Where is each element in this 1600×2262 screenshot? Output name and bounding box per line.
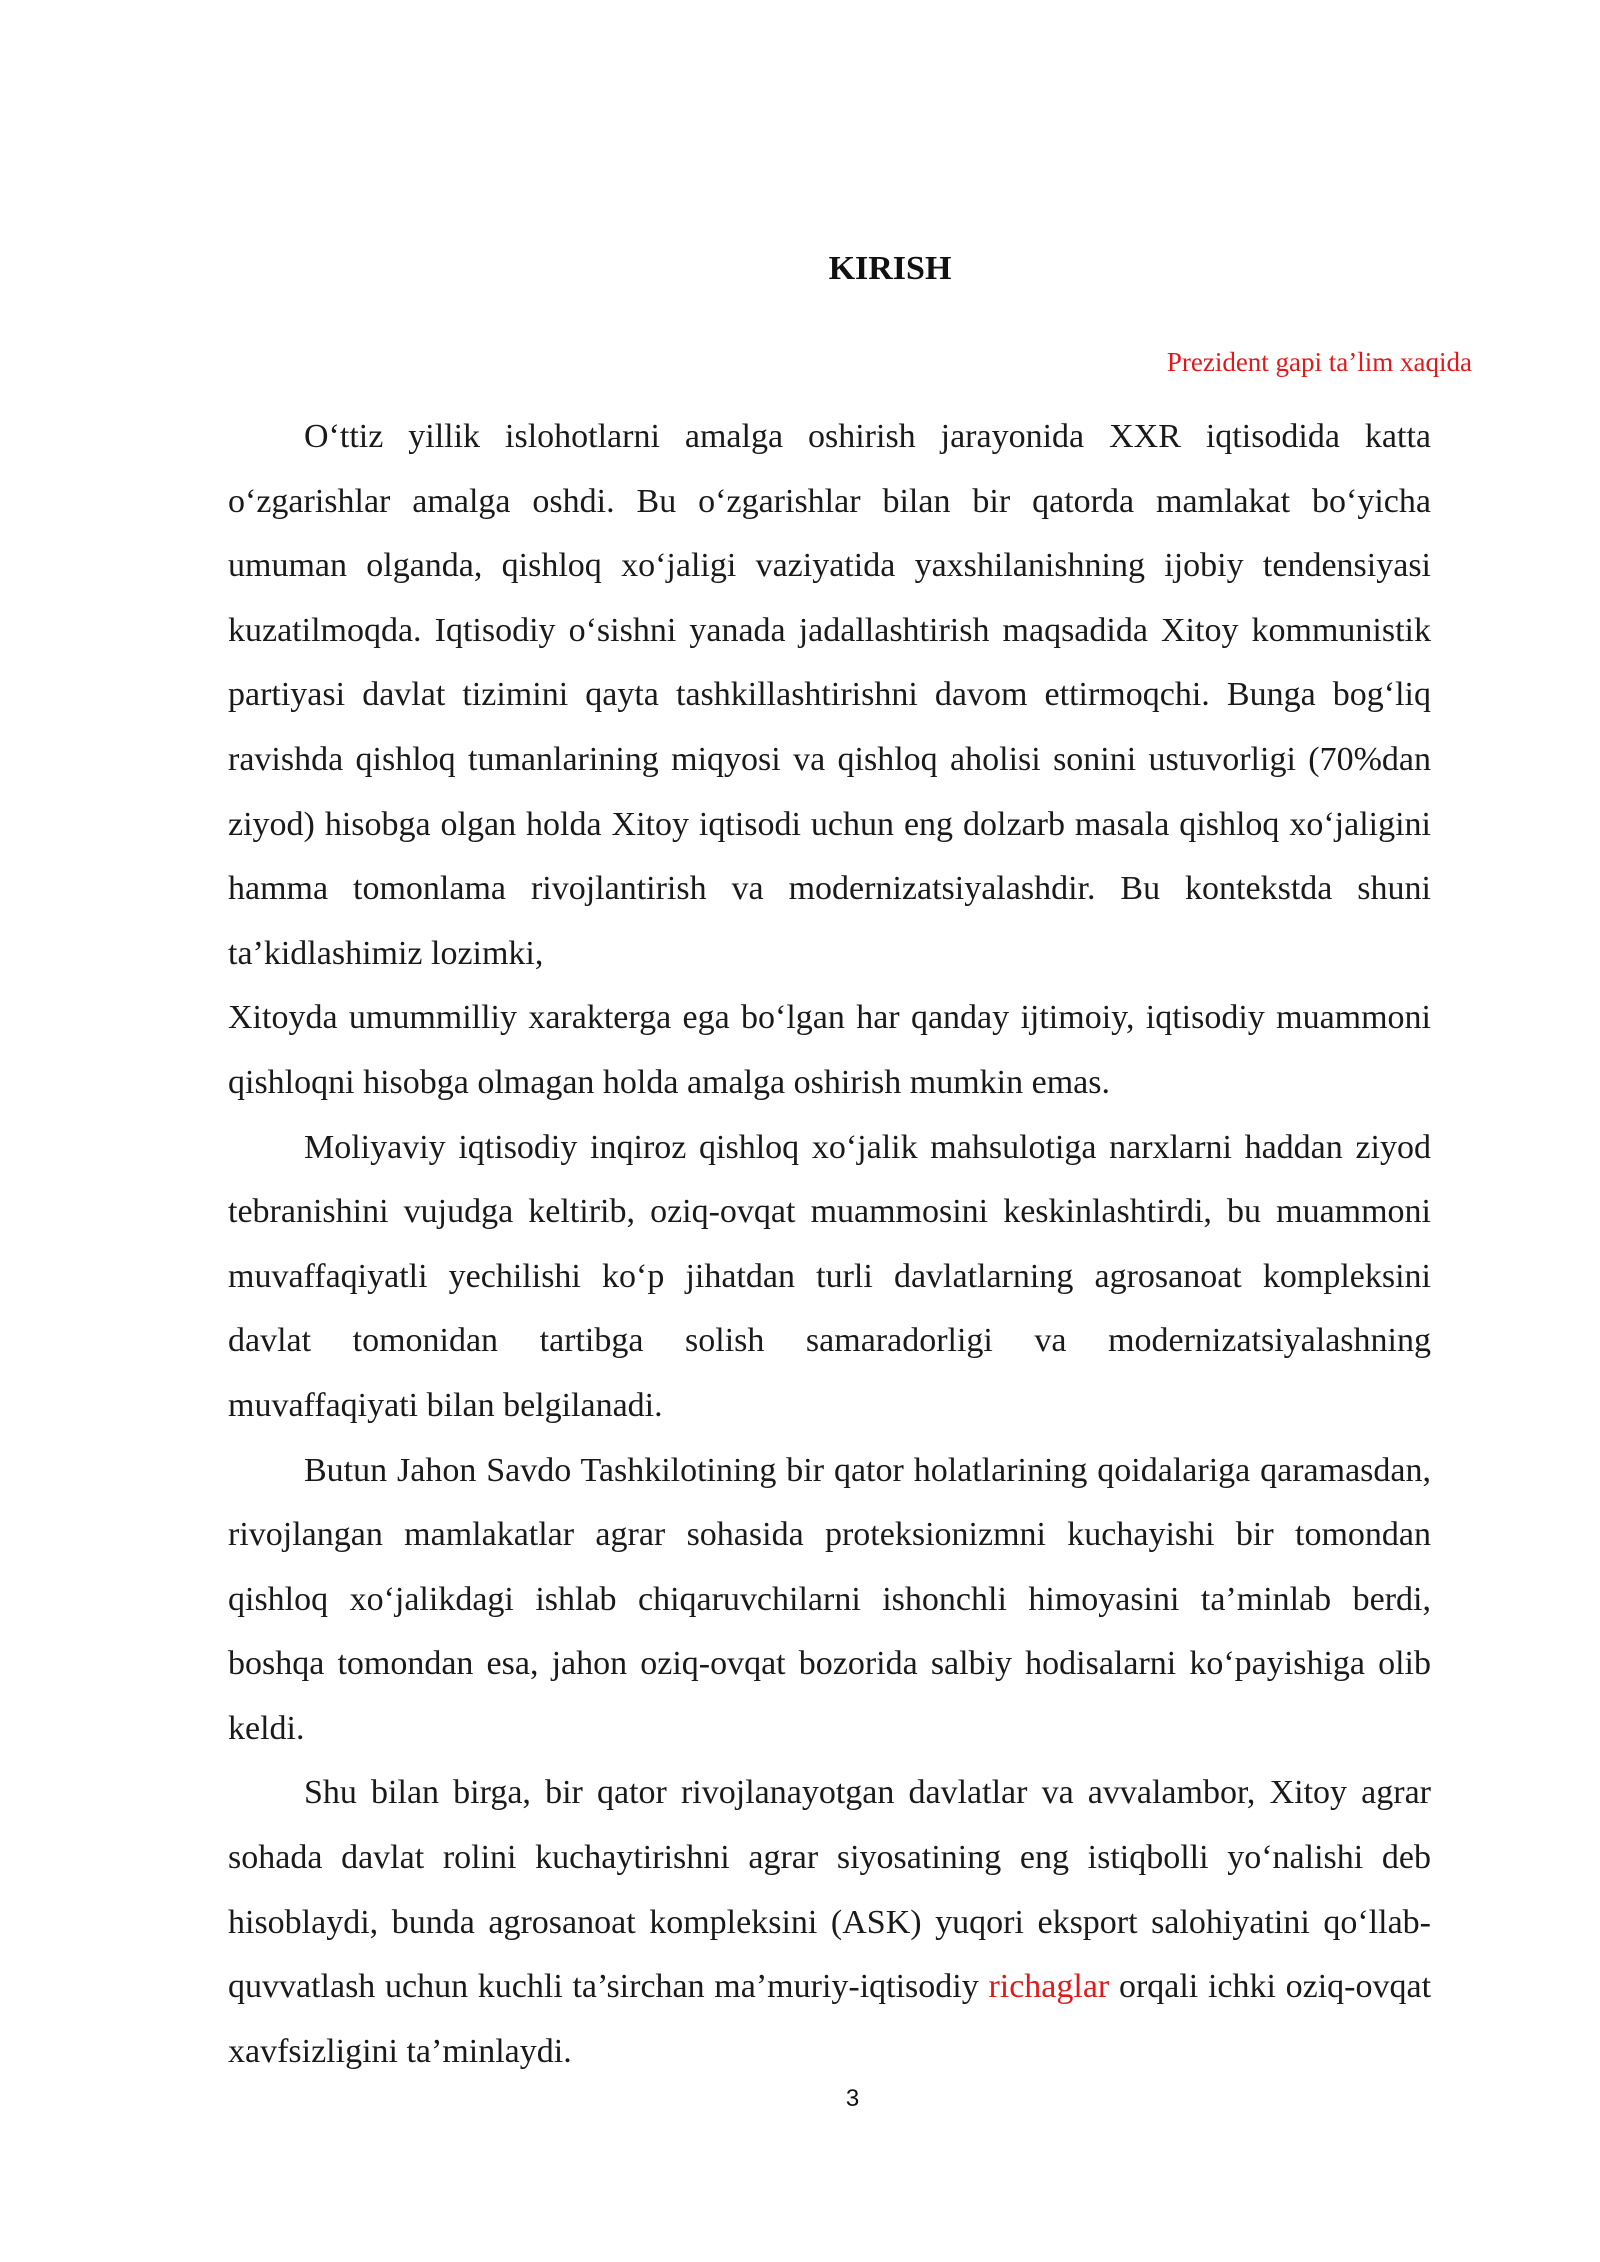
paragraph-1: O‘ttiz yillik islohotlarni amalga oshirish jarayonida XXR iqtisodida katta o‘zgarishlar amalga oshdi. Bu o‘zgarishlar bilan bir qatorda mamlakat bo‘yicha umuman olganda, qishloq xo‘jaligi vaziyatida yaxshilanishning ijobiy tendensiyasi kuzatilmoqda. Iqtisodiy o‘sishni yanada jadallashtirish maqsadida Xitoy kommunistik partiyasi davlat tizimini qayta tashkillashtirishni davom ettirmoqchi. Bunga bog‘liq ravishda qishloq tumanlarining miqyosi va qishloq aholisi sonini ustuvorligi (70%dan ziyod) hisobga olgan holda Xitoy iqtisodi uchun eng dolzarb masala qishloq xo‘jaligini hamma tomonlama rivojlantirish va modernizatsiyalashdir. Bu kontekstda shuni ta’kidlashimiz lozimki,: [228, 418, 1431, 972]
margin-note: Prezident gapi ta’lim xaqida: [1166, 347, 1472, 377]
paragraph-2: Xitoyda umummilliy xarakterga ega bo‘lgan har qanday ijtimoiy, iqtisodiy muammoni qishloqni hisobga olmagan holda amalga oshirish mumkin emas.: [228, 999, 1431, 1101]
paragraph-5-ending: orqali ichki oziq-ovqat xavfsizligini ta’minlaydi.: [228, 1968, 1432, 2070]
body-text: [228, 405, 1431, 2084]
paragraph-4: Butun Jahon Savdo Tashkilotining bir qator holatlarining qoidalariga qaramasdan, rivojlangan mamlakatlar agrar sohasida proteksionizmni kuchayishi bir tomondan qishloq xo‘jalikdagi ishlab chiqaruvchilarni ishonchli himoyasini ta’minlab berdi, boshqa tomondan esa, jahon oziq-ovqat bozorida salbiy hodisalarni ko‘payishiga olib keldi.: [228, 1451, 1431, 1747]
page-title: KIRISH: [828, 250, 952, 287]
highlighted-word: richaglar: [988, 1968, 1110, 2006]
paragraph-5: [228, 1761, 1431, 2084]
paragraph-3: Moliyaviy iqtisodiy inqiroz qishloq xo‘jalik mahsulotiga narxlarni haddan ziyod tebranishini vujudga keltirib, oziq-ovqat muammosini keskinlashtirdi, bu muammoni muvaffaqiyatli yechilishi ko‘p jihatdan turli davlatlarning agrosanoat kompleksini davlat tomonidan tartibga solish samaradorligi va modernizatsiyalashning muvaffaqiyati bilan belgilanadi.: [228, 1128, 1431, 1424]
paragraph-5-text: Shu bilan birga, bir qator rivojlanayotgan davlatlar va avvalambor, Xitoy agrar sohada davlat rolini kuchaytirishni agrar siyosatining eng istiqbolli yo‘nalishi deb hisoblaydi, bunda agrosanoat kompleksini (ASK) yuqori eksport salohiyatini qo‘llab-quvvatlash uchun kuchli ta’sirchan ma’muriy-iqtisodiy: [228, 1774, 1431, 2006]
page-number: 3: [845, 2085, 860, 2112]
